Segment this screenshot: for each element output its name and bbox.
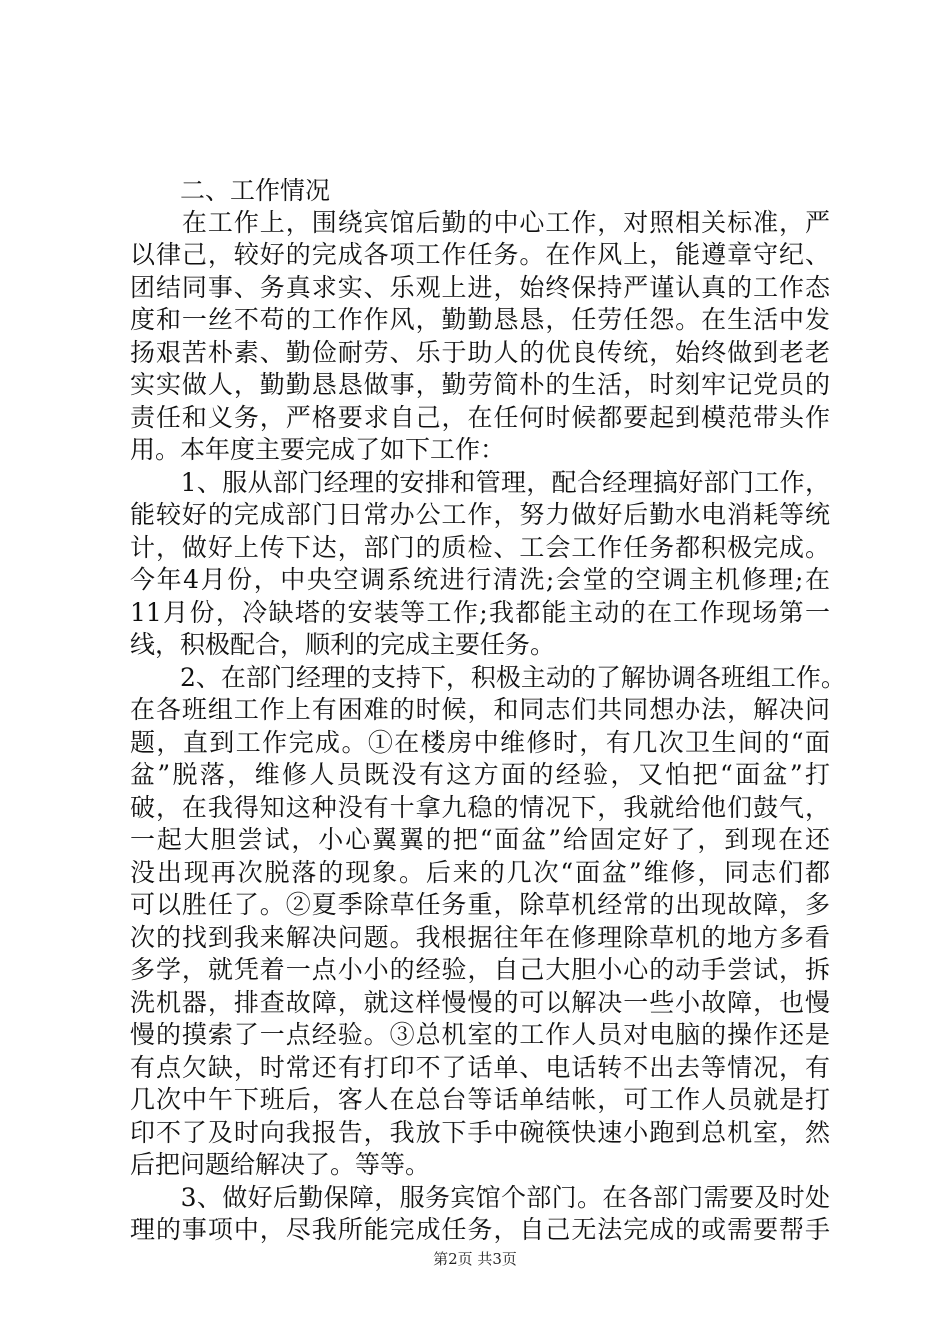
text-line: 线，积极配合，顺利的完成主要任务。 [130, 630, 556, 659]
text-line: 多学，就凭着一点小小的经验，自己大胆小心的动手尝试，拆 [130, 955, 830, 984]
text-line: 团结同事、务真求实、乐观上进，始终保持严谨认真的工作态 [130, 273, 830, 302]
text-line: 实实做人，勤勤恳恳做事，勤劳简朴的生活，时刻牢记党员的 [130, 370, 830, 399]
text-line: 二、工作情况 [130, 176, 331, 205]
text-line: 3、做好后勤保障，服务宾馆个部门。在各部门需要及时处 [130, 1183, 830, 1212]
text-line: 计，做好上传下达，部门的质检、工会工作任务都积极完成。 [130, 533, 830, 562]
text-line: 以律己，较好的完成各项工作任务。在作风上，能遵章守纪、 [130, 240, 830, 269]
text-line: 扬艰苦朴素、勤俭耐劳、乐于助人的优良传统，始终做到老老 [130, 338, 830, 367]
text-line: 在各班组工作上有困难的时候，和同志们共同想办法，解决问 [130, 695, 830, 724]
text-line: 能较好的完成部门日常办公工作，努力做好后勤水电消耗等统 [130, 500, 830, 529]
text-line: 今年4月份，中央空调系统进行清洗;会堂的空调主机修理;在 [130, 565, 830, 594]
text-line: 用。本年度主要完成了如下工作： [130, 435, 506, 464]
text-line: 印不了及时向我报告，我放下手中碗筷快速小跑到总机室，然 [130, 1118, 830, 1147]
text-line: 责任和义务，严格要求自己，在任何时候都要起到模范带头作 [130, 403, 830, 432]
text-line: 次的找到我来解决问题。我根据往年在修理除草机的地方多看 [130, 923, 830, 952]
text-line: 有点欠缺，时常还有打印不了话单、电话转不出去等情况，有 [130, 1053, 830, 1082]
text-line: 后把问题给解决了。等等。 [130, 1150, 431, 1179]
text-line: 在工作上，围绕宾馆后勤的中心工作，对照相关标准，严 [130, 208, 830, 237]
text-line: 2、在部门经理的支持下，积极主动的了解协调各班组工作。 [130, 663, 846, 692]
text-line: 破，在我得知这种没有十拿九稳的情况下，我就给他们鼓气， [130, 793, 830, 822]
text-line: 题，直到工作完成。①在楼房中维修时，有几次卫生间的“面 [130, 728, 830, 757]
text-line: 洗机器，排查故障，就这样慢慢的可以解决一些小故障，也慢 [130, 988, 830, 1017]
text-line: 一起大胆尝试，小心翼翼的把“面盆”给固定好了，到现在还 [130, 825, 830, 854]
text-line: 1、服从部门经理的安排和管理，配合经理搞好部门工作， [130, 468, 830, 497]
text-line: 理的事项中，尽我所能完成任务，自己无法完成的或需要帮手 [130, 1215, 830, 1244]
text-line: 可以胜任了。②夏季除草任务重，除草机经常的出现故障，多 [130, 890, 830, 919]
text-line: 没出现再次脱落的现象。后来的几次“面盆”维修，同志们都 [130, 858, 830, 887]
text-line: 盆”脱落，维修人员既没有这方面的经验，又怕把“面盆”打 [130, 760, 830, 789]
page-footer [0, 1248, 950, 1269]
text-line: 慢的摸索了一点经验。③总机室的工作人员对电脑的操作还是 [130, 1020, 830, 1049]
page-number-label: 第2页 共3页 [433, 1250, 517, 1268]
text-line: 度和一丝不苟的工作作风，勤勤恳恳，任劳任怨。在生活中发 [130, 305, 830, 334]
text-line: 11月份，冷缺塔的安装等工作;我都能主动的在工作现场第一 [130, 598, 830, 627]
text-line: 几次中午下班后，客人在总台等话单结帐，可工作人员就是打 [130, 1085, 830, 1114]
